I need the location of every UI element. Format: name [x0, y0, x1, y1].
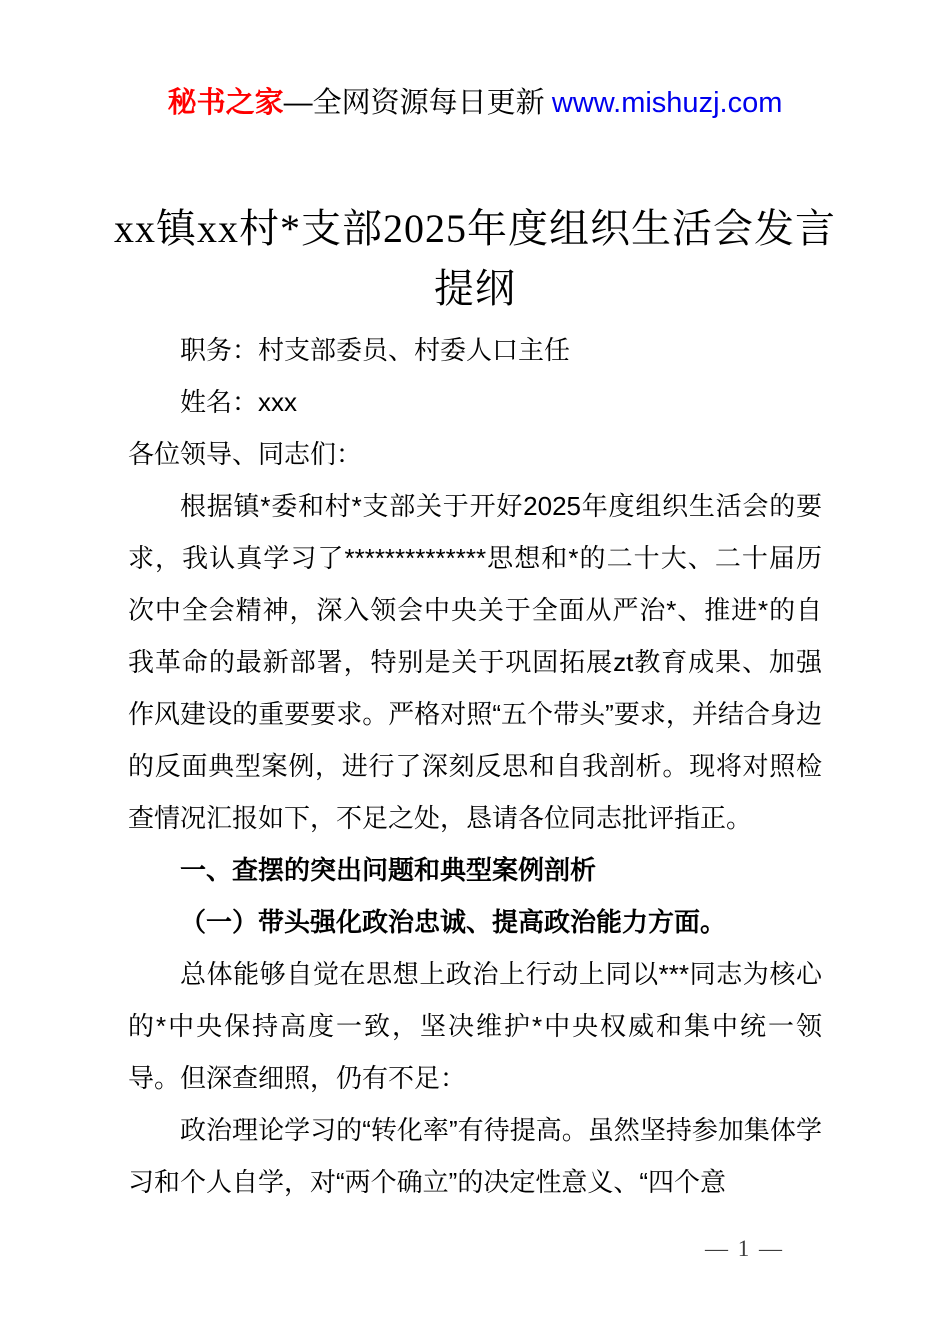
heading-section-1: 一、查摆的突出问题和典型案例剖析 [180, 855, 597, 885]
paragraph-name-line: 姓名：xxx [180, 387, 298, 417]
paragraph-overall-assessment: 总体能够自觉在思想上政治上行动上同以***同志为核心的*中央保持高度一致，坚决维护*中央权威和集中统一领导。但深查细照，仍有不足： [128, 959, 822, 1093]
paragraph-introduction: 根据镇*委和村*支部关于开好2025年度组织生活会的要求，我认真学习了**************思想和*的二十大、二十届历次中全会精神，深入领会中央关于全面从严治*、推进*的自我革命的最新部署，特别是关于巩固拓展zt教育成果、加强作风建设的重要要求。严格对照“五个带头”要求，并结合身边的反面典型案例，进行了深刻反思和自我剖析。现将对照检查情况汇报如下，不足之处，恳请各位同志批评指正。 [128, 491, 822, 833]
site-name: 秘书之家 [167, 87, 284, 119]
document-body [128, 324, 822, 1208]
heading-subsection-1-1: （一）带头强化政治忠诚、提高政治能力方面。 [180, 907, 727, 937]
paragraph-position-line: 职务：村支部委员、村委人口主任 [180, 335, 571, 365]
paragraph-theory-study: 政治理论学习的“转化率”有待提高。虽然坚持参加集体学习和个人自学，对“两个确立”的决定性意义、“四个意 [128, 1115, 822, 1197]
document-title: xx镇xx村*支部2025年度组织生活会发言提纲 [114, 205, 836, 311]
paragraph-salutation: 各位领导、同志们： [128, 439, 363, 469]
site-tagline: —全网资源每日更新 [283, 87, 545, 119]
page-number: — 1 — [705, 1236, 784, 1261]
site-header [0, 84, 950, 122]
site-url-link[interactable]: www.mishuzj.com [551, 87, 783, 119]
